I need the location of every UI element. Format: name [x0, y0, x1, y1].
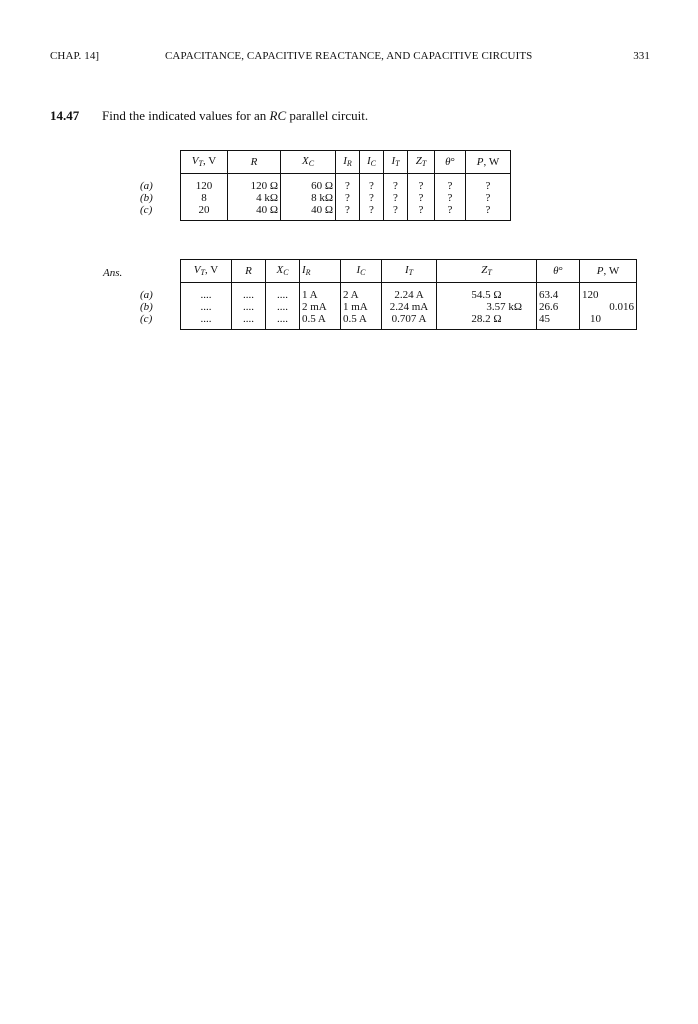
question-table: [137, 150, 511, 221]
page-header: [50, 50, 650, 66]
chapter-title: CAPACITANCE, CAPACITIVE REACTANCE, AND CAPACITIVE CIRCUITS: [165, 50, 533, 62]
table-header-row: [137, 260, 637, 283]
table-row: (c) .... .... .... 0.5 A 0.5 A 0.707 A 28.2 Ω 45 10: [137, 313, 637, 330]
table-row: (b) 8 4 kΩ 8 kΩ ? ? ? ? ? ?: [137, 192, 511, 204]
col-header: $I_C$: [360, 151, 384, 174]
table-header-row: [137, 151, 511, 174]
col-header: R: [232, 260, 266, 283]
answer-table: [137, 259, 637, 330]
col-header: $Z_T$: [408, 151, 435, 174]
col-header: $I_R$: [300, 260, 341, 283]
col-header: R: [228, 151, 281, 174]
col-header: $I_T$: [384, 151, 408, 174]
table-row: (c) 20 40 Ω 40 Ω ? ? ? ? ? ?: [137, 204, 511, 221]
col-header: $V_T$, V: [181, 151, 228, 174]
col-header: $Z_T$: [437, 260, 537, 283]
answer-label: Ans.: [103, 267, 123, 279]
table-row: (a) 120 120 Ω 60 Ω ? ? ? ? ? ?: [137, 174, 511, 193]
problem-number: 14.47: [50, 108, 80, 123]
circuit-type: RC: [269, 108, 287, 123]
table-row: (a) .... .... .... 1 A 2 A 2.24 A 54.5 Ω 63.4 120: [137, 283, 637, 302]
col-header: θ°: [435, 151, 466, 174]
col-header: $X_C$: [281, 151, 336, 174]
col-header: $V_T$, V: [181, 260, 232, 283]
col-header: P, W: [580, 260, 637, 283]
col-header: $I_C$: [341, 260, 382, 283]
col-header: θ°: [537, 260, 580, 283]
col-header: P, W: [466, 151, 511, 174]
table-row: (b) .... .... .... 2 mA 1 mA 2.24 mA 3.57 kΩ 26.6 0.016: [137, 301, 637, 313]
col-header: $X_C$: [266, 260, 300, 283]
col-header: $I_R$: [336, 151, 360, 174]
problem-text: Find the indicated values for an RC parallel circuit.: [102, 108, 369, 123]
page-number: 331: [633, 50, 650, 62]
col-header: $I_T$: [382, 260, 437, 283]
chapter-label: CHAP. 14]: [50, 50, 100, 62]
